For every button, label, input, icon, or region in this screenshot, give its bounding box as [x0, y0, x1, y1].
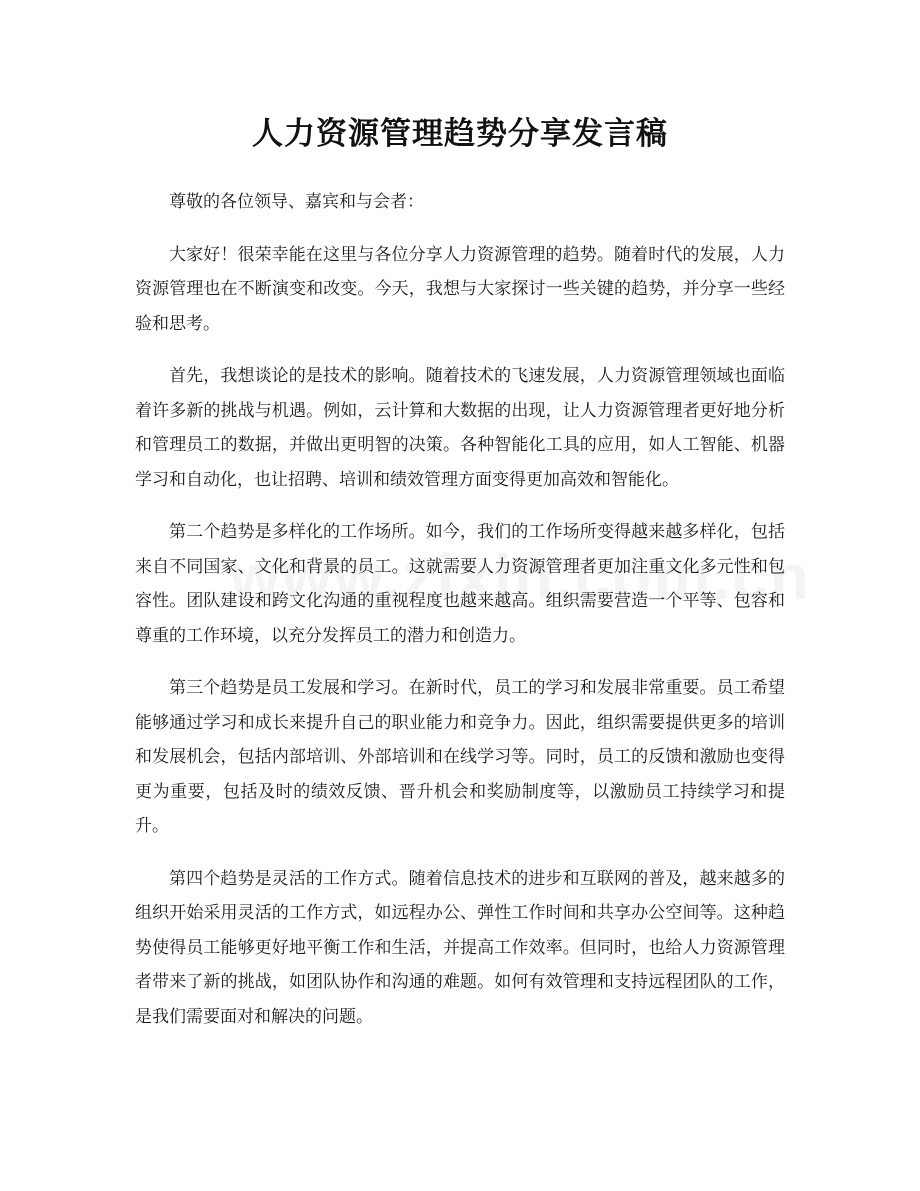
paragraph-intro: 大家好！很荣幸能在这里与各位分享人力资源管理的趋势。随着时代的发展，人力资源管理也在不断演变和改变。今天，我想与大家探讨一些关键的趋势，并分享一些经验和思考。	[135, 244, 785, 334]
salutation: 尊敬的各位领导、嘉宾和与会者：	[169, 192, 424, 212]
paragraph-development: 第三个趋势是员工发展和学习。在新时代，员工的学习和发展非常重要。员工希望能够通过学习和成长来提升自己的职业能力和竞争力。因此，组织需要提供更多的培训和发展机会，包括内部培训、外部培训和在线学习等。同时，员工的反馈和激励也变得更为重要，包括及时的绩效反馈、晋升机会和奖励制度等，以激励员工持续学习和提升。	[135, 678, 785, 836]
paragraph-flexibility: 第四个趋势是灵活的工作方式。随着信息技术的进步和互联网的普及，越来越多的组织开始采用灵活的工作方式，如远程办公、弹性工作时间和共享办公空间等。这种趋势使得员工能够更好地平衡工作和生活，并提高工作效率。但同时，也给人力资源管理者带来了新的挑战，如团队协作和沟通的难题。如何有效管理和支持远程团队的工作，是我们需要面对和解决的问题。	[135, 868, 785, 1027]
page-title: 人力资源管理趋势分享发言稿	[252, 116, 668, 152]
paragraph-technology: 首先，我想谈论的是技术的影响。随着技术的飞速发展，人力资源管理领域也面临着许多新的挑战与机遇。例如，云计算和大数据的出现，让人力资源管理者更好地分析和管理员工的数据，并做出更明智的决策。各种智能化工具的应用，如人工智能、机器学习和自动化，也让招聘、培训和绩效管理方面变得更加高效和智能化。	[135, 366, 785, 490]
document-body	[135, 185, 785, 1052]
paragraph-diversity: 第二个趋势是多样化的工作场所。如今，我们的工作场所变得越来越多样化，包括来自不同国家、文化和背景的员工。这就需要人力资源管理者更加注重文化多元性和包容性。团队建设和跨文化沟通的重视程度也越来越高。组织需要营造一个平等、包容和尊重的工作环境，以充分发挥员工的潜力和创造力。	[135, 522, 785, 646]
